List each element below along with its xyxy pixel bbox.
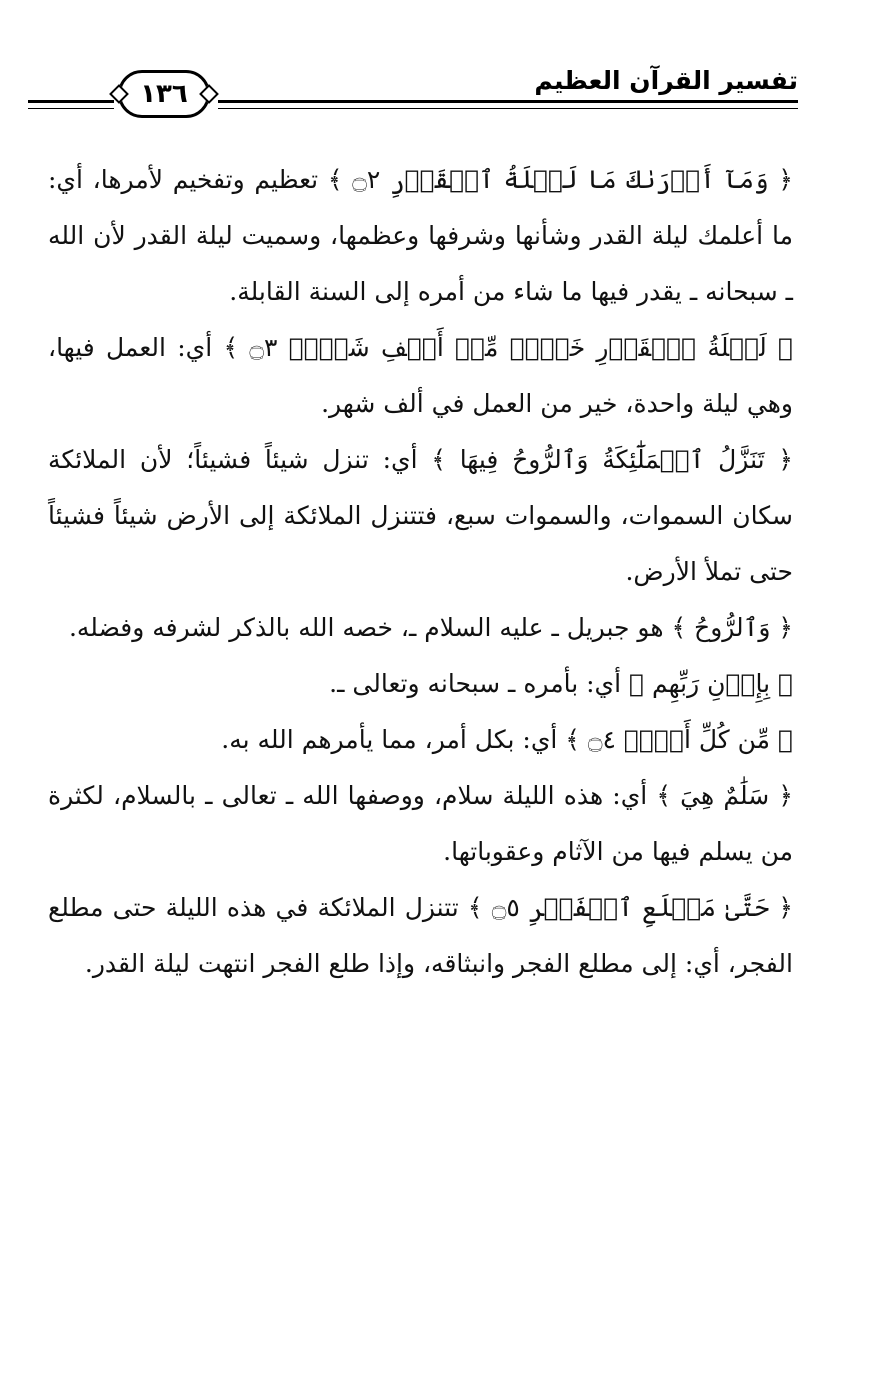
paragraph: ﴿ مِّن كُلِّ أَمۡرٖ ۝٤ ﴾ أي: بكل أمر، مما يأمرهم الله به. bbox=[221, 725, 793, 754]
book-title: تفسير القرآن العظيم bbox=[534, 66, 798, 95]
paragraph: ﴿ لَيۡلَةُ ٱلۡقَدۡرِ خَيۡرٞ مِّنۡ أَلۡفِ شَهۡرٖ ۝٣ ﴾ أي: العمل فيها، وهي ليلة واحدة، خير من العمل في ألف شهر. bbox=[48, 333, 793, 418]
page-number: ١٣٦ bbox=[140, 79, 188, 109]
page-number-ornament bbox=[118, 70, 210, 118]
paragraph: ﴿ وَٱلرُّوحُ ﴾ هو جبريل ـ عليه السلام ـ، خصه الله بالذكر لشرفه وفضله. bbox=[68, 613, 793, 642]
paragraph: ﴿ حَتَّىٰ مَطۡلَعِ ٱلۡفَجۡرِ ۝٥ ﴾ تتنزل الملائكة في هذه الليلة حتى مطلع الفجر، أي: إلى مطلع الفجر وانبثاقه، وإذا طلع الفجر انتهت ليلة القدر. bbox=[48, 893, 793, 978]
paragraph: ﴿ تَنَزَّلُ ٱلۡمَلَٰٓئِكَةُ وَٱلرُّوحُ فِيهَا ﴾ أي: تنزل شيئاً فشيئاً؛ لأن الملائكة سكان السموات، والسموات سبع، فتتنزل الملائكة إلى الأرض شيئاً فشيئاً حتى تملأ الأرض. bbox=[48, 445, 793, 586]
paragraph: ﴿ بِإِذۡنِ رَبِّهِم ﴾ أي: بأمره ـ سبحانه وتعالى ـ. bbox=[329, 669, 793, 698]
header-rule bbox=[218, 108, 798, 109]
header-rule bbox=[28, 108, 114, 109]
header-rule bbox=[28, 100, 114, 103]
header-rule bbox=[218, 100, 798, 103]
paragraph: ﴿ سَلَٰمٌ هِيَ ﴾ أي: هذه الليلة سلام، ووصفها الله ـ تعالى ـ بالسلام، لكثرة من يسلم فيها من الآثام وعقوباتها. bbox=[48, 781, 793, 866]
page-header bbox=[28, 60, 798, 130]
page-body bbox=[48, 152, 793, 992]
paragraph: ﴿ وَمَآ أَدۡرَىٰكَ مَا لَيۡلَةُ ٱلۡقَدۡرِ ۝٢ ﴾ تعظيم وتفخيم لأمرها، أي: ما أعلمك ليلة القدر وشأنها وشرفها وعظمها، وسميت ليلة القدر لأن الله ـ سبحانه ـ يقدر فيها ما شاء من أمره إلى السنة القابلة. bbox=[48, 165, 793, 306]
